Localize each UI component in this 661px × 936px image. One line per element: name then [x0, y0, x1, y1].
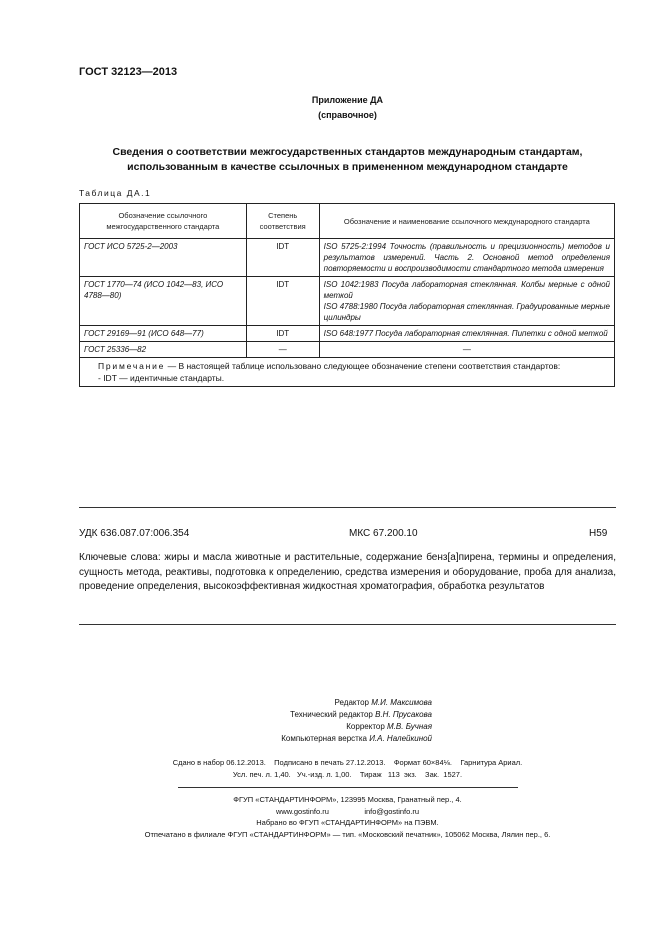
credit-role: Корректор: [346, 722, 385, 731]
standard-number: ГОСТ 32123—2013: [79, 66, 178, 78]
table-note-row: [80, 358, 615, 387]
section-title: [79, 145, 616, 175]
cell-international: [319, 277, 614, 326]
print-info-line1: Сдано в набор 06.12.2013. Подписано в печать 27.12.2013. Формат 60×84⅛. Гарнитура Ариал.: [172, 758, 523, 767]
note-text: — В настоящей таблице использовано следующее обозначение степени соответствия стандартов:: [167, 361, 561, 371]
cell-national: ГОСТ ИСО 5725-2—2003: [80, 239, 247, 277]
table-row: [80, 239, 615, 277]
credit-role: Редактор: [334, 698, 369, 707]
appendix-title: Приложение ДА: [311, 95, 384, 105]
correspondence-table: [79, 203, 615, 387]
cell-international: ISO 648:1977 Посуда лабораторная стеклянная. Пипетки с одной меткой: [319, 326, 614, 342]
header-international: Обозначение и наименование ссылочного международного стандарта: [319, 204, 614, 239]
credit-name: И.А. Налейкиной: [369, 734, 432, 743]
section-title-line1: Сведения о соответствии межгосударственных стандартов международным стандартам,: [112, 146, 583, 158]
cell-international: —: [319, 342, 614, 358]
publisher-typeset: Набрано во ФГУП «СТАНДАРТИНФОРМ» на ПЭВМ.: [256, 818, 439, 827]
cell-international-line2: ISO 4788:1980 Посуда лабораторная стеклянная. Градуированные мерные цилиндры: [323, 302, 610, 322]
publisher-address: ФГУП «СТАНДАРТИНФОРМ», 123995 Москва, Гранатный пер., 4.: [233, 795, 462, 804]
credit-layout: [152, 734, 432, 743]
publisher-contacts: www.gostinfo.ru info@gostinfo.ru: [275, 807, 420, 816]
divider-bottom: [79, 624, 616, 625]
keywords: Ключевые слова: жиры и масла животные и растительные, содержание бенз[а]пирена, термины и определения, сущность метода, реактивы, подготовка к определению, средства измерения и оборудование, проба для анализа, проведение определения, высокоэффективная жидкостная хроматография, обработка результатов: [79, 552, 616, 592]
print-info-line2: Усл. печ. л. 1,40. Уч.-изд. л. 1,00. Тираж 113 экз. Зак. 1527.: [232, 770, 463, 779]
cell-degree: IDT: [246, 239, 319, 277]
cell-degree: IDT: [246, 326, 319, 342]
classification-code: Н59: [589, 528, 608, 539]
header-national: Обозначение ссылочного межгосударственного стандарта: [80, 204, 247, 239]
header-degree: Степень соответствия: [246, 204, 319, 239]
table-note: [80, 358, 615, 387]
section-title-line2: использованным в качестве ссылочных в примененном международном стандарте: [127, 161, 568, 173]
note-label: Примечание: [98, 361, 166, 371]
table-row: [80, 342, 615, 358]
mks-code: МКС 67.200.10: [349, 528, 418, 539]
table-caption: Таблица ДА.1: [79, 188, 152, 198]
cell-national: ГОСТ 29169—91 (ИСО 648—77): [80, 326, 247, 342]
table-row: [80, 326, 615, 342]
cell-degree: —: [246, 342, 319, 358]
note-item: - IDT — идентичные стандарты.: [98, 373, 225, 383]
appendix-subtitle: (справочное): [318, 110, 377, 120]
table-header-row: [80, 204, 615, 239]
credit-name: В.Н. Прусакова: [375, 710, 432, 719]
divider-publisher: [178, 787, 518, 788]
udk-code: УДК 636.087.07:006.354: [79, 528, 190, 539]
cell-international-line1: ISO 1042:1983 Посуда лабораторная стеклянная. Колбы мерные с одной меткой: [323, 280, 610, 300]
divider-top: [79, 507, 616, 508]
cell-national: ГОСТ 1770—74 (ИСО 1042—83, ИСО 4788—80): [80, 277, 247, 326]
cell-degree: IDT: [246, 277, 319, 326]
credit-corrector: [152, 722, 432, 731]
table-row: [80, 277, 615, 326]
credit-role: Компьютерная верстка: [281, 734, 367, 743]
credit-name: М.В. Бучная: [387, 722, 432, 731]
credit-role: Технический редактор: [290, 710, 373, 719]
publisher-printed: Отпечатано в филиале ФГУП «СТАНДАРТИНФОРМ» — тип. «Московский печатник», 105062 Москва, Лялин пер., 6.: [144, 830, 551, 839]
credit-name: М.И. Максимова: [371, 698, 432, 707]
credit-editor: [152, 698, 432, 707]
cell-international: ISO 5725-2:1994 Точность (правильность и прецизионность) методов и результатов измерений. Часть 2. Основной метод определения повторяемости и воспроизводимости стандартного метода измерения: [319, 239, 614, 277]
cell-national: ГОСТ 25336—82: [80, 342, 247, 358]
credit-tech-editor: [152, 710, 432, 719]
